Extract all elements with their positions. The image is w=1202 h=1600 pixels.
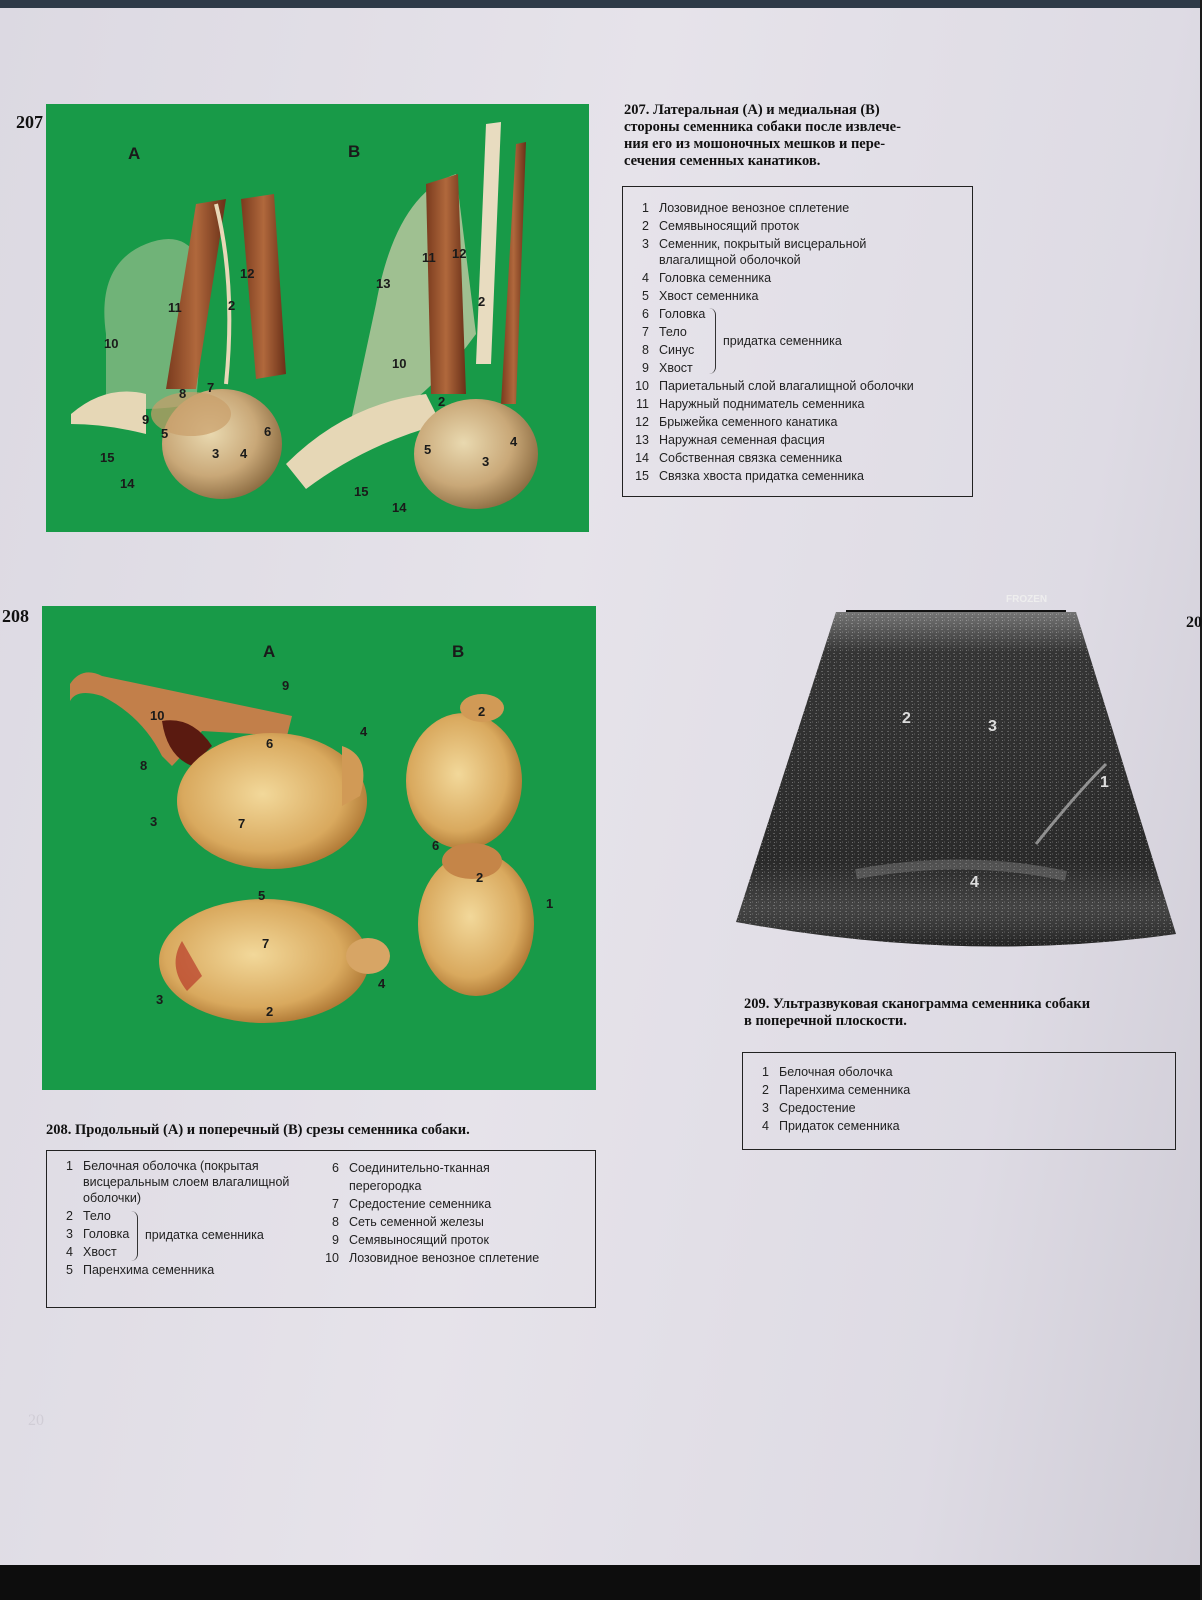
photo-label: 3	[212, 446, 220, 461]
figure-208-number: 208	[2, 606, 29, 626]
caption-line: ния его из мошоночных мешков и пере-	[624, 136, 886, 152]
legend-row: 7 Средостение семенника	[332, 1197, 492, 1211]
legend-row: 14 Собственная связка семенника	[635, 451, 843, 465]
edge-figure-number: 20	[1186, 614, 1202, 631]
photo-label: 14	[120, 476, 135, 491]
legend-row: перегородка	[349, 1179, 422, 1193]
legend-row: 2 Паренхима семенника	[762, 1083, 911, 1097]
legend-brace	[709, 308, 716, 374]
photo-label: 2	[478, 704, 486, 719]
legend-row: 10 Лозовидное венозное сплетение	[325, 1251, 540, 1265]
photo-label: 4	[360, 724, 368, 739]
figure-207-label-a: A	[128, 144, 141, 163]
legend-row: 7 Тело	[642, 325, 687, 339]
figure-207-label-b: B	[348, 142, 361, 161]
bottom-edge	[0, 1565, 1200, 1600]
legend-row: 2 Семявыносящий проток	[642, 219, 799, 233]
photo-label: 14	[392, 500, 407, 515]
photo-label: 6	[432, 838, 440, 853]
scan-label: 1	[1100, 774, 1109, 791]
photo-label: 8	[179, 386, 187, 401]
legend-row: 11 Наружный подниматель семенника	[636, 397, 865, 411]
photo-label: 5	[161, 426, 169, 441]
legend-row: 1 Лозовидное венозное сплетение	[642, 201, 850, 215]
photo-label: 5	[424, 442, 432, 457]
caption-line: сечения семенных канатиков.	[624, 153, 821, 169]
legend-row: 9 Семявыносящий проток	[332, 1233, 489, 1247]
testis-lateral-medial-illustration	[46, 104, 589, 532]
figure-209-caption	[744, 996, 1184, 1030]
legend-row: висцеральным слоем влагалищной	[83, 1175, 290, 1189]
photo-label: 3	[482, 454, 490, 469]
figure-207-caption	[624, 102, 974, 170]
photo-label: 3	[150, 814, 158, 829]
legend-row: 6 Соединительно-тканная	[332, 1161, 490, 1175]
legend-row: 5 Хвост семенника	[642, 289, 759, 303]
photo-label: 10	[104, 336, 119, 351]
ultrasound-scan	[736, 594, 1180, 974]
testis-sections-illustration	[42, 606, 596, 1090]
photo-label: 15	[100, 450, 115, 465]
photo-label: 12	[240, 266, 255, 281]
photo-label: 2	[476, 870, 484, 885]
legend-row: 13 Наружная семенная фасция	[635, 433, 825, 447]
figure-208-caption: 208. Продольный (А) и поперечный (В) срезы семенника собаки.	[46, 1122, 470, 1138]
photo-label: 6	[264, 424, 272, 439]
photo-label: 11	[168, 300, 182, 315]
caption-line: 207. Латеральная (А) и медиальная (В)	[624, 102, 880, 118]
legend-row: 10 Париетальный слой влагалищной оболочки	[635, 379, 914, 393]
figure-207-legend	[622, 186, 973, 497]
photo-label: 8	[140, 758, 148, 773]
top-edge	[0, 0, 1200, 8]
legend-row: 6 Головка	[642, 307, 706, 321]
scan-label: 4	[970, 874, 979, 891]
page-number: 20	[28, 1412, 44, 1429]
legend-row: влагалищной оболочкой	[659, 253, 801, 267]
photo-label: 2	[228, 298, 236, 313]
photo-label: 15	[354, 484, 369, 499]
figure-208-label-b: B	[452, 642, 465, 661]
figure-208-legend	[46, 1150, 596, 1308]
photo-label: 10	[150, 708, 165, 723]
legend-row: 3 Средостение	[762, 1101, 856, 1115]
legend-row: 12 Брыжейка семенного канатика	[635, 415, 838, 429]
legend-row: 1 Белочная оболочка (покрытая	[66, 1159, 259, 1173]
photo-label: 11	[422, 250, 436, 265]
legend-row: 8 Сеть семенной железы	[332, 1215, 484, 1229]
legend-row: 9 Хвост	[642, 361, 693, 375]
legend-row: 4 Придаток семенника	[762, 1119, 900, 1133]
legend-row: 4 Головка семенника	[642, 271, 772, 285]
ultrasound-image	[736, 604, 1180, 974]
legend-row: 2 Тело	[66, 1209, 111, 1223]
scan-header: FROZEN	[1006, 594, 1048, 605]
photo-label: 10	[392, 356, 407, 371]
photo-label: 9	[282, 678, 290, 693]
scan-label: 3	[988, 718, 997, 735]
legend-row: 4 Хвост	[66, 1245, 117, 1259]
photo-label: 13	[376, 276, 391, 291]
photo-label: 4	[510, 434, 518, 449]
photo-label: 1	[546, 896, 554, 911]
photo-label: 4	[240, 446, 248, 461]
legend-row: 5 Паренхима семенника	[66, 1263, 215, 1277]
legend-row: 15 Связка хвоста придатка семенника	[635, 469, 864, 483]
photo-label: 2	[478, 294, 486, 309]
caption-line: стороны семенника собаки после извлече-	[624, 119, 901, 135]
legend-row: 3 Семенник, покрытый висцеральной	[642, 237, 867, 251]
photo-label: 6	[266, 736, 274, 751]
legend-row: 3 Головка	[66, 1227, 130, 1241]
caption-line: 209. Ультразвуковая сканограмма семенника собаки	[744, 996, 1091, 1012]
photo-label: 12	[452, 246, 467, 261]
photo-label: 7	[207, 380, 215, 395]
scan-label: 2	[902, 710, 911, 727]
legend-row: 8 Синус	[642, 343, 695, 357]
figure-207-number: 207	[16, 112, 43, 132]
figure-207-photo	[46, 104, 589, 532]
figure-209-legend	[742, 1052, 1176, 1150]
photo-label: 2	[266, 1004, 274, 1019]
photo-label: 7	[238, 816, 246, 831]
photo-label: 4	[378, 976, 386, 991]
photo-label: 5	[258, 888, 266, 903]
figure-208-label-a: A	[263, 642, 276, 661]
photo-label: 7	[262, 936, 270, 951]
caption-line: в поперечной плоскости.	[744, 1013, 907, 1029]
legend-brace	[131, 1211, 138, 1261]
legend-row: 1 Белочная оболочка	[762, 1065, 893, 1079]
legend-brace-text: придатка семенника	[723, 334, 842, 348]
photo-label: 9	[142, 412, 150, 427]
photo-label: 3	[156, 992, 164, 1007]
legend-row: оболочки)	[83, 1191, 142, 1205]
legend-brace-text: придатка семенника	[145, 1228, 264, 1242]
figure-208-photo	[42, 606, 596, 1090]
photo-label: 2	[438, 394, 446, 409]
